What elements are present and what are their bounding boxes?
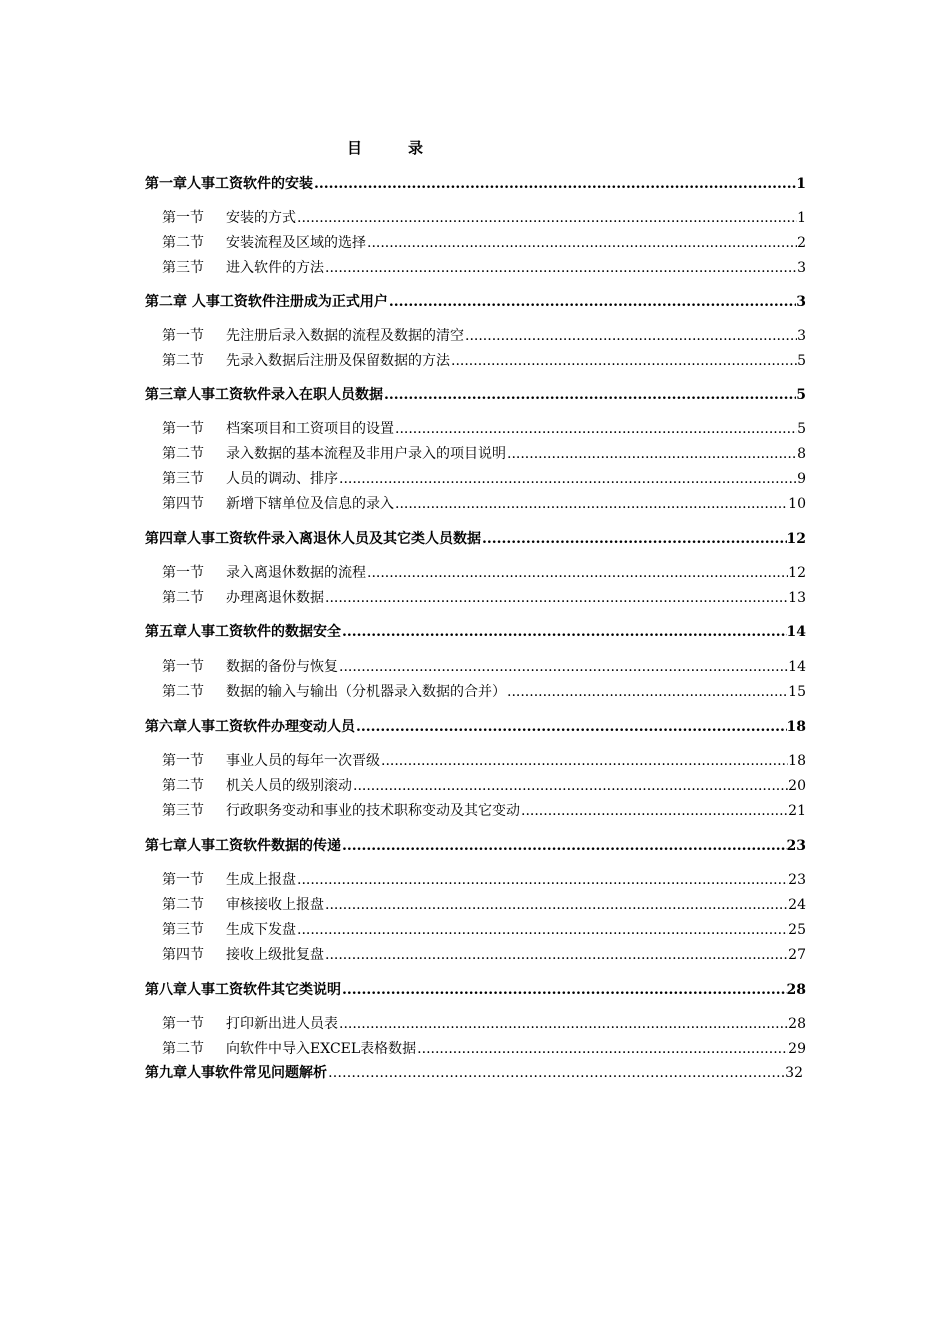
toc-leader-dots bbox=[325, 947, 788, 963]
toc-section-number: 第二节 bbox=[162, 446, 204, 462]
toc-leader-dots bbox=[521, 803, 788, 819]
toc-section-number: 第二节 bbox=[162, 897, 204, 913]
toc-page-number: 18 bbox=[786, 719, 806, 735]
toc-chapter-entry[interactable] bbox=[145, 291, 806, 311]
toc-section-number: 第三节 bbox=[162, 471, 204, 487]
toc-section-entry[interactable] bbox=[162, 894, 806, 914]
toc-page-number: 21 bbox=[788, 803, 806, 819]
toc-leader-dots bbox=[339, 659, 788, 675]
toc-section-number: 第二节 bbox=[162, 778, 204, 794]
toc-section-number: 第一节 bbox=[162, 210, 204, 226]
toc-page-number: 24 bbox=[788, 897, 806, 913]
toc-title-left: 目 bbox=[347, 139, 363, 157]
toc-page-number: 3 bbox=[797, 328, 806, 344]
toc-chapter-entry[interactable] bbox=[145, 173, 806, 193]
toc-page-number: 23 bbox=[788, 872, 806, 888]
toc-section-entry[interactable] bbox=[162, 350, 806, 370]
toc-page-number: 2 bbox=[797, 235, 806, 251]
toc-chapter-entry[interactable] bbox=[145, 1062, 803, 1082]
toc-page-number: 28 bbox=[786, 982, 806, 998]
toc-section-number: 第一节 bbox=[162, 1016, 204, 1032]
toc-entry-label: 先录入数据后注册及保留数据的方法 bbox=[226, 353, 450, 369]
toc-leader-dots bbox=[297, 210, 797, 226]
toc-leader-dots bbox=[325, 897, 788, 913]
toc-page-number: 12 bbox=[788, 565, 806, 581]
toc-entry-label: 录入离退休数据的流程 bbox=[226, 565, 366, 581]
toc-entry-label: 第四章人事工资软件录入离退休人员及其它类人员数据 bbox=[145, 531, 481, 547]
toc-section-entry[interactable] bbox=[162, 562, 806, 582]
toc-section-number: 第一节 bbox=[162, 421, 204, 437]
toc-entry-label: 第二章 人事工资软件注册成为正式用户 bbox=[145, 294, 388, 310]
toc-section-entry[interactable] bbox=[162, 944, 806, 964]
toc-leader-dots bbox=[395, 421, 797, 437]
toc-entry-label: 档案项目和工资项目的设置 bbox=[226, 421, 394, 437]
toc-entry-label: 生成下发盘 bbox=[226, 922, 296, 938]
toc-section-entry[interactable] bbox=[162, 775, 806, 795]
toc-entry-label: 行政职务变动和事业的技术职称变动及其它变动 bbox=[226, 803, 520, 819]
toc-entry-label: 新增下辖单位及信息的录入 bbox=[226, 496, 394, 512]
toc-section-number: 第三节 bbox=[162, 260, 204, 276]
toc-leader-dots bbox=[325, 260, 797, 276]
toc-leader-dots bbox=[297, 872, 788, 888]
toc-entry-label: 接收上级批复盘 bbox=[226, 947, 324, 963]
toc-page-number: 32 bbox=[785, 1065, 803, 1081]
toc-entry-label: 安装流程及区域的选择 bbox=[226, 235, 366, 251]
toc-entry-label: 先注册后录入数据的流程及数据的清空 bbox=[226, 328, 464, 344]
toc-leader-dots bbox=[342, 982, 787, 998]
toc-section-number: 第四节 bbox=[162, 496, 204, 512]
toc-page-number: 15 bbox=[788, 684, 806, 700]
toc-leader-dots bbox=[395, 496, 788, 512]
toc-leader-dots bbox=[342, 838, 787, 854]
toc-section-entry[interactable] bbox=[162, 257, 806, 277]
toc-leader-dots bbox=[507, 446, 797, 462]
toc-section-entry[interactable] bbox=[162, 656, 806, 676]
toc-page-number: 5 bbox=[797, 421, 806, 437]
toc-page-number: 23 bbox=[786, 838, 806, 854]
toc-section-entry[interactable] bbox=[162, 493, 806, 513]
toc-section-entry[interactable] bbox=[162, 869, 806, 889]
toc-chapter-entry[interactable] bbox=[145, 621, 806, 641]
toc-section-number: 第二节 bbox=[162, 235, 204, 251]
toc-page-number: 28 bbox=[788, 1016, 806, 1032]
toc-entry-label: 数据的输入与输出（分机器录入数据的合并） bbox=[226, 684, 506, 700]
toc-leader-dots bbox=[339, 471, 797, 487]
toc-section-number: 第二节 bbox=[162, 590, 204, 606]
toc-leader-dots bbox=[384, 387, 796, 403]
toc-section-entry[interactable] bbox=[162, 919, 806, 939]
toc-section-entry[interactable] bbox=[162, 468, 806, 488]
toc-leader-dots bbox=[342, 624, 787, 640]
toc-entry-label: 第六章人事工资软件办理变动人员 bbox=[145, 719, 355, 735]
toc-page-number: 9 bbox=[797, 471, 806, 487]
toc-section-number: 第三节 bbox=[162, 803, 204, 819]
toc-page-number: 1 bbox=[797, 210, 806, 226]
toc-section-number: 第一节 bbox=[162, 753, 204, 769]
toc-chapter-entry[interactable] bbox=[145, 716, 806, 736]
toc-title bbox=[347, 137, 423, 158]
toc-section-entry[interactable] bbox=[162, 325, 806, 345]
toc-leader-dots bbox=[381, 753, 788, 769]
toc-leader-dots bbox=[367, 235, 797, 251]
toc-page-number: 5 bbox=[797, 353, 806, 369]
toc-leader-dots bbox=[339, 1016, 788, 1032]
toc-title-right: 录 bbox=[408, 139, 424, 157]
toc-page-number: 27 bbox=[788, 947, 806, 963]
toc-chapter-entry[interactable] bbox=[145, 979, 806, 999]
toc-page-number: 29 bbox=[788, 1041, 806, 1057]
toc-section-entry[interactable] bbox=[162, 232, 806, 252]
toc-entry-label: 第九章人事软件常见问题解析 bbox=[145, 1065, 327, 1081]
toc-entry-label: 第一章人事工资软件的安装 bbox=[145, 176, 313, 192]
toc-page-number: 14 bbox=[788, 659, 806, 675]
toc-section-number: 第一节 bbox=[162, 565, 204, 581]
toc-page-number: 12 bbox=[786, 531, 806, 547]
toc-section-number: 第三节 bbox=[162, 922, 204, 938]
toc-page-number: 8 bbox=[797, 446, 806, 462]
toc-section-number: 第二节 bbox=[162, 353, 204, 369]
toc-entry-label: 第八章人事工资软件其它类说明 bbox=[145, 982, 341, 998]
toc-section-entry[interactable] bbox=[162, 587, 806, 607]
toc-section-number: 第二节 bbox=[162, 684, 204, 700]
toc-section-entry[interactable] bbox=[162, 418, 806, 438]
toc-page-number: 3 bbox=[797, 260, 806, 276]
toc-section-entry[interactable] bbox=[162, 681, 806, 701]
toc-section-number: 第二节 bbox=[162, 1041, 204, 1057]
toc-section-number: 第四节 bbox=[162, 947, 204, 963]
toc-leader-dots bbox=[325, 590, 788, 606]
toc-entry-label: 安装的方式 bbox=[226, 210, 296, 226]
toc-entry-label: 事业人员的每年一次晋级 bbox=[226, 753, 380, 769]
toc-chapter-entry[interactable] bbox=[145, 835, 806, 855]
toc-leader-dots bbox=[328, 1065, 785, 1081]
toc-page-number: 1 bbox=[796, 176, 806, 192]
toc-entry-label: 人员的调动、排序 bbox=[226, 471, 338, 487]
toc-page-number: 13 bbox=[788, 590, 806, 606]
toc-section-entry[interactable] bbox=[162, 443, 806, 463]
toc-leader-dots bbox=[367, 565, 788, 581]
toc-section-entry[interactable] bbox=[162, 800, 806, 820]
toc-entry-label: 数据的备份与恢复 bbox=[226, 659, 338, 675]
toc-leader-dots bbox=[507, 684, 788, 700]
toc-page-number: 25 bbox=[788, 922, 806, 938]
toc-page-number: 10 bbox=[788, 496, 806, 512]
toc-entry-label: 第三章人事工资软件录入在职人员数据 bbox=[145, 387, 383, 403]
toc-page-number: 3 bbox=[796, 294, 806, 310]
toc-section-number: 第一节 bbox=[162, 872, 204, 888]
toc-entry-label: 审核接收上报盘 bbox=[226, 897, 324, 913]
toc-page-number: 5 bbox=[796, 387, 806, 403]
toc-section-entry[interactable] bbox=[162, 1038, 806, 1058]
toc-chapter-entry[interactable] bbox=[145, 384, 806, 404]
toc-section-number: 第一节 bbox=[162, 659, 204, 675]
toc-page-number: 20 bbox=[788, 778, 806, 794]
toc-leader-dots bbox=[314, 176, 796, 192]
toc-leader-dots bbox=[389, 294, 796, 310]
toc-leader-dots bbox=[417, 1041, 788, 1057]
toc-section-entry[interactable] bbox=[162, 1013, 806, 1033]
toc-leader-dots bbox=[451, 353, 797, 369]
toc-entry-label: 录入数据的基本流程及非用户录入的项目说明 bbox=[226, 446, 506, 462]
toc-leader-dots bbox=[297, 922, 788, 938]
toc-section-entry[interactable] bbox=[162, 750, 806, 770]
toc-chapter-entry[interactable] bbox=[145, 528, 806, 548]
toc-section-number: 第一节 bbox=[162, 328, 204, 344]
toc-entry-label: 生成上报盘 bbox=[226, 872, 296, 888]
toc-leader-dots bbox=[356, 719, 787, 735]
toc-leader-dots bbox=[465, 328, 797, 344]
toc-leader-dots bbox=[482, 531, 787, 547]
toc-entry-label: 机关人员的级别滚动 bbox=[226, 778, 352, 794]
toc-entry-label: 向软件中导入EXCEL表格数据 bbox=[226, 1041, 417, 1057]
toc-page-number: 14 bbox=[786, 624, 806, 640]
toc-page-number: 18 bbox=[788, 753, 806, 769]
toc-entry-label: 办理离退休数据 bbox=[226, 590, 324, 606]
toc-leader-dots bbox=[353, 778, 788, 794]
toc-entry-label: 进入软件的方法 bbox=[226, 260, 324, 276]
toc-section-entry[interactable] bbox=[162, 207, 806, 227]
toc-entry-label: 第七章人事工资软件数据的传递 bbox=[145, 838, 341, 854]
toc-entry-label: 第五章人事工资软件的数据安全 bbox=[145, 624, 341, 640]
toc-entry-label: 打印新出进人员表 bbox=[226, 1016, 338, 1032]
